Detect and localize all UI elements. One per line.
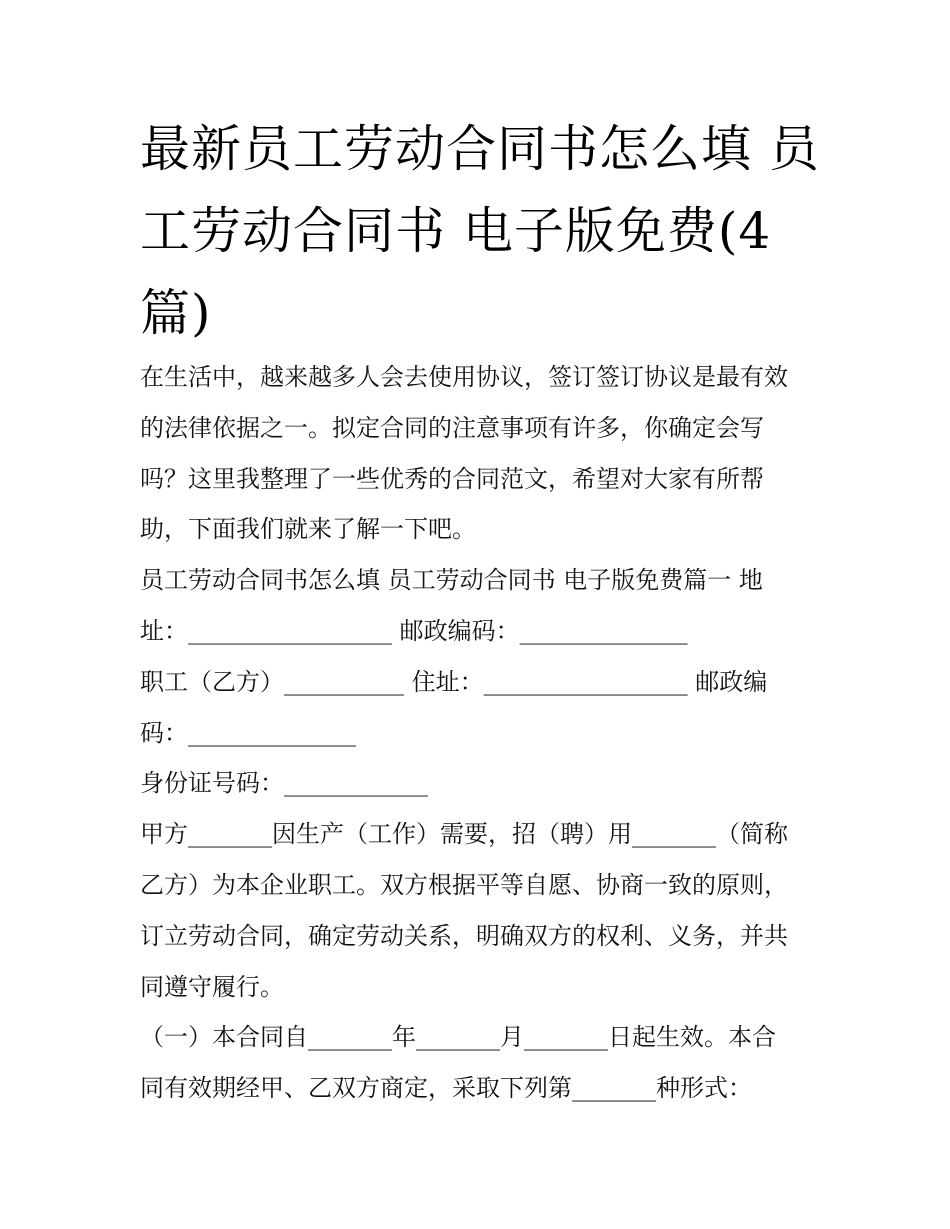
clause-line: 订立劳动合同，确定劳动关系，明确双方的权利、义务，并共 <box>140 921 788 950</box>
clause-line: 同遵守履行。 <box>140 972 284 1001</box>
document-body <box>140 352 830 1114</box>
document-title <box>140 108 830 354</box>
postcode-field-line: 码：______________ <box>140 718 356 747</box>
title-line: 工劳动合同书 电子版免费(4 <box>140 202 772 260</box>
term-clause-line: （一）本合同自_______年_______月_______日起生效。本合 <box>140 1023 776 1052</box>
employee-field-line: 职工（乙方）__________ 住址：_________________ 邮政编 <box>140 667 768 696</box>
id-number-field-line: 身份证号码：____________ <box>140 769 428 798</box>
term-clause-line: 同有效期经甲、乙双方商定，采取下列第_______种形式： <box>140 1074 752 1103</box>
address-field-line: 址：_________________ 邮政编码：______________ <box>140 616 688 645</box>
title-line: 最新员工劳动合同书怎么填 员 <box>140 120 820 178</box>
intro-line: 助，下面我们就来了解一下吧。 <box>140 515 476 544</box>
intro-line: 的法律依据之一。拟定合同的注意事项有许多，你确定会写 <box>140 413 764 442</box>
clause-line: 甲方_______因生产（工作）需要，招（聘）用_______（简称 <box>140 820 788 849</box>
section-heading-line: 员工劳动合同书怎么填 员工劳动合同书 电子版免费篇一 地 <box>140 566 763 595</box>
title-line: 篇) <box>140 284 212 342</box>
intro-line: 在生活中，越来越多人会去使用协议，签订签订协议是最有效 <box>140 363 788 391</box>
clause-line: 乙方）为本企业职工。双方根据平等自愿、协商一致的原则， <box>140 870 788 899</box>
intro-line: 吗？这里我整理了一些优秀的合同范文，希望对大家有所帮 <box>140 464 764 493</box>
